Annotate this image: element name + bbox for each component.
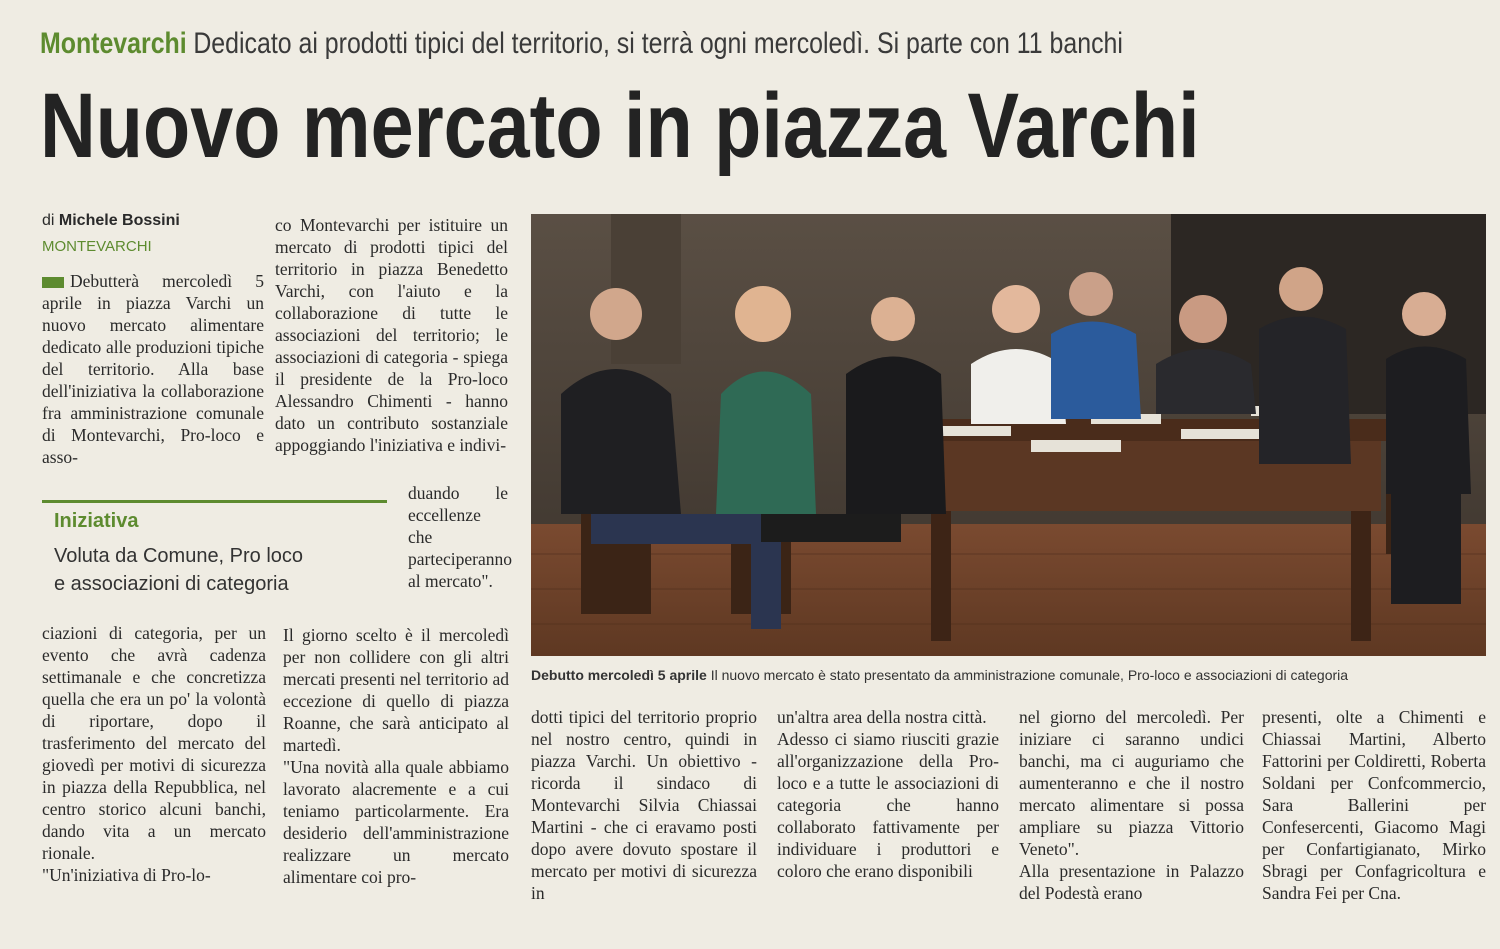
paragraph: Alla presentazione in Palazzo del Podestà erano	[1019, 861, 1244, 903]
paragraph: nel giorno del mercoledì. Per iniziare ci saranno undici banchi, ma ci auguriamo che aumenteranno e che il nostro mercato alimentare si possa ampliare su piazza Vittorio Veneto".	[1019, 707, 1244, 859]
paragraph: presenti, olte a Chimenti e Chiassai Martini, Alberto Fattorini per Coldiretti, Roberta Soldani per Confcommercio, Sara Ballerini per Confesercenti, Giacomo Magi per Confartigianato, Mirko Sbragi per Confagricoltura e Sandra Fei per Cna.	[1262, 707, 1486, 903]
lead-mark	[42, 277, 64, 288]
article-column-5	[1019, 706, 1244, 904]
paragraph: dotti tipici del territorio proprio nel nostro centro, quindi in piazza Varchi. Un obiettivo - ricorda il sindaco di Montevarchi Silvia Chiassai Martini - che ci eravamo posti dopo avere dovuto spostare il mercato per motivi di sicurezza in	[531, 707, 757, 903]
article-column-2-narrow	[408, 482, 512, 592]
paragraph: un'altra area della nostra città.	[777, 707, 987, 727]
caption-text: Il nuovo mercato è stato presentato da amministrazione comunale, Pro-loco e associazioni di categoria	[710, 667, 1349, 683]
paragraph: co Montevarchi per istituire un mercato di prodotti tipici del territorio in piazza Benedetto Varchi, con l'aiuto e la collaborazione di tutte le associazioni del territorio; le associazioni di categoria - spiega il presidente de la Pro-loco Alessandro Chimenti - hanno dato un contributo sostanziale appoggiando l'iniziativa e indivi-	[275, 215, 508, 455]
sidebar-line-2: e associazioni di categoria	[54, 573, 289, 595]
kicker	[40, 22, 1235, 66]
sidebar-text	[54, 542, 303, 598]
article-column-1-bottom	[42, 622, 266, 886]
press-photo-illustration	[531, 214, 1486, 656]
article-column-3	[531, 706, 757, 904]
paragraph: Adesso ci siamo riusciti grazie all'organizzazione della Pro-loco e a tutte le associazioni di categoria che hanno collaborato fattivamente per individuare i produttori e coloro che erano disponibili	[777, 729, 999, 881]
article-column-1	[42, 270, 264, 468]
kicker-location: Montevarchi	[40, 27, 187, 60]
sidebar-box	[42, 500, 387, 604]
sidebar-rule	[42, 500, 387, 503]
article-column-2-bottom	[283, 624, 509, 888]
photo-caption	[531, 667, 1486, 683]
headline: Nuovo mercato in piazza Varchi	[40, 75, 1200, 177]
byline-prefix: di	[42, 212, 55, 229]
paragraph: "Una novità alla quale abbiamo lavorato alacremente e a cui teniamo particolarmente. Era desiderio dell'amministrazione realizzare un mercato alimentare coi pro-	[283, 757, 509, 887]
lead-paragraph: Debutterà mercoledì 5 aprile in piazza Varchi un nuovo mercato alimentare dedicato alle produzioni tipiche del territorio. Alla base dell'iniziativa la collaborazione fra amministrazione comunale di Montevarchi, Pro-loco e asso-	[42, 271, 264, 467]
caption-lead: Debutto mercoledì 5 aprile	[531, 667, 707, 683]
dateline: MONTEVARCHI	[42, 238, 152, 255]
kicker-text: Dedicato ai prodotti tipici del territorio, si terrà ogni mercoledì. Si parte con 11 banchi	[193, 27, 1123, 60]
sidebar-title: Iniziativa	[54, 510, 139, 532]
paragraph: ciazioni di categoria, per un evento che avrà cadenza settimanale e che concretizza quella che era un po' la volontà di riportare, dopo il trasferimento del mercato del giovedì per motivi di sicurezza in piazza della Repubblica, nel centro storico alcuni banchi, dando vita a un mercato rionale.	[42, 623, 266, 863]
article-column-4	[777, 706, 999, 882]
paragraph: duando le eccellenze che parteciperanno al mercato".	[408, 483, 512, 591]
paragraph: "Un'iniziativa di Pro-lo-	[42, 865, 211, 885]
paragraph: Il giorno scelto è il mercoledì per non collidere con gli altri mercati presenti nel territorio ad eccezione di quello di piazza Roanne, che sarà anticipato al martedì.	[283, 625, 509, 755]
sidebar-line-1: Voluta da Comune, Pro loco	[54, 545, 304, 567]
article-column-6	[1262, 706, 1486, 904]
byline	[42, 212, 180, 230]
article-column-2	[275, 214, 508, 456]
byline-author: Michele Bossini	[58, 212, 180, 229]
press-photo	[531, 214, 1486, 656]
